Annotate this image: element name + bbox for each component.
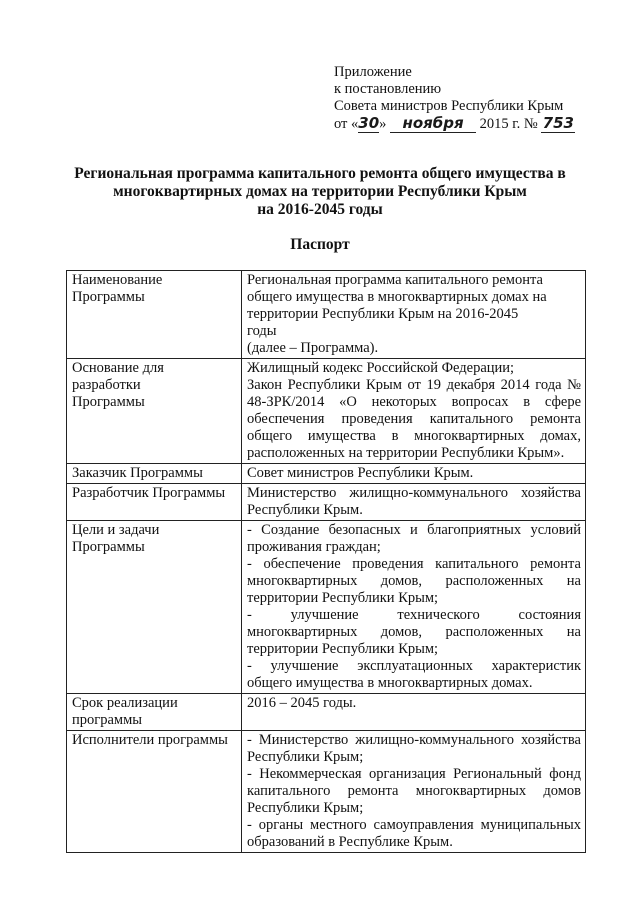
row-label-line: Заказчик Программы (72, 465, 203, 481)
appendix-line-1: Приложение (334, 64, 412, 80)
row-value-cell (242, 271, 586, 359)
date-close-quote: » (379, 116, 387, 132)
row-label-cell (67, 731, 242, 853)
row-value-paragraph: (далее – Программа). (247, 340, 379, 356)
appendix-date-line (334, 115, 634, 133)
row-label-cell (67, 464, 242, 484)
row-label-line: разработки (72, 377, 141, 393)
row-value-paragraph: Закон Республики Крым от 19 декабря 2014 года № 48-ЗРК/2014 «О некоторых вопросах в сфере обеспечения проведения капитального ремонта общего имущества в многоквартирных домах, расположенных на территории Республики Крым». (247, 377, 581, 461)
row-label-line: Разработчик Программы (72, 485, 226, 501)
row-value-paragraph: территории Республики Крым на 2016-2045 (247, 306, 519, 322)
row-value-paragraph: - обеспечение проведения капитального ремонта многоквартирных домов, расположенных на территории Республики Крым; (247, 556, 581, 606)
row-value-paragraph: - Создание безопасных и благоприятных условий проживания граждан; (247, 522, 581, 555)
row-value-paragraph: Совет министров Республики Крым. (247, 465, 474, 481)
date-year: 2015 г. № (479, 116, 538, 132)
row-label-line: Исполнители программы (72, 732, 228, 748)
title-line-1: Региональная программа капитального ремонта общего имущества в (74, 165, 566, 182)
title-line-3: на 2016-2045 годы (257, 201, 383, 218)
handwritten-month: ноября (390, 115, 476, 133)
row-value-paragraph: - Некоммерческая организация Региональный фонд капитального ремонта многоквартирных домов Республики Крым; (247, 766, 581, 816)
handwritten-number: 753 (542, 114, 574, 132)
row-value-paragraph: Министерство жилищно-коммунального хозяйства Республики Крым. (247, 485, 581, 518)
row-label-cell (67, 521, 242, 694)
row-value-cell (242, 359, 586, 464)
row-value-paragraph: общего имущества в многоквартирных домах на (247, 289, 547, 305)
appendix-line-2: к постановлению (334, 81, 442, 97)
row-label-line: Срок реализации (72, 695, 178, 711)
passport-table (66, 270, 586, 853)
row-label-line: Программы (72, 539, 145, 555)
row-label-line: Программы (72, 394, 145, 410)
row-label-cell (67, 484, 242, 521)
row-value-paragraph: - органы местного самоуправления муниципальных образований в Республике Крым. (247, 817, 581, 850)
row-label-line: Наименование (72, 272, 163, 288)
passport-heading: Паспорт (290, 236, 350, 253)
appendix-block (334, 64, 634, 133)
row-value-paragraph: - Министерство жилищно-коммунального хозяйства Республики Крым; (247, 732, 581, 765)
row-value-paragraph: - улучшение технического состояния многоквартирных домов, расположенных на территории Республики Крым; (247, 607, 581, 657)
table-row (67, 484, 586, 521)
row-value-cell (242, 484, 586, 521)
row-value-paragraph: 2016 – 2045 годы. (247, 695, 357, 711)
table-row (67, 359, 586, 464)
row-value-paragraph: Региональная программа капитального ремонта (247, 272, 543, 288)
row-label-line: Цели и задачи (72, 522, 160, 538)
table-row (67, 464, 586, 484)
table-row (67, 521, 586, 694)
row-value-cell (242, 521, 586, 694)
title-line-2: многоквартирных домах на территории Республики Крым (113, 183, 527, 200)
row-label-cell (67, 694, 242, 731)
row-value-cell (242, 731, 586, 853)
row-label-line: программы (72, 712, 142, 728)
row-value-cell (242, 464, 586, 484)
row-value-paragraph: годы (247, 323, 277, 339)
row-label-cell (67, 359, 242, 464)
row-label-line: Программы (72, 289, 145, 305)
row-value-paragraph: - улучшение эксплуатационных характеристик общего имущества в многоквартирных домах. (247, 658, 581, 691)
date-prefix: от « (334, 116, 359, 132)
appendix-line-3: Совета министров Республики Крым (334, 98, 564, 114)
table-row (67, 694, 586, 731)
handwritten-day: 30 (358, 114, 380, 132)
document-title (40, 165, 600, 219)
row-value-paragraph: Жилищный кодекс Российской Федерации; (247, 360, 515, 376)
row-label-line: Основание для (72, 360, 164, 376)
row-label-cell (67, 271, 242, 359)
row-value-cell (242, 694, 586, 731)
table-row (67, 271, 586, 359)
table-row (67, 731, 586, 853)
